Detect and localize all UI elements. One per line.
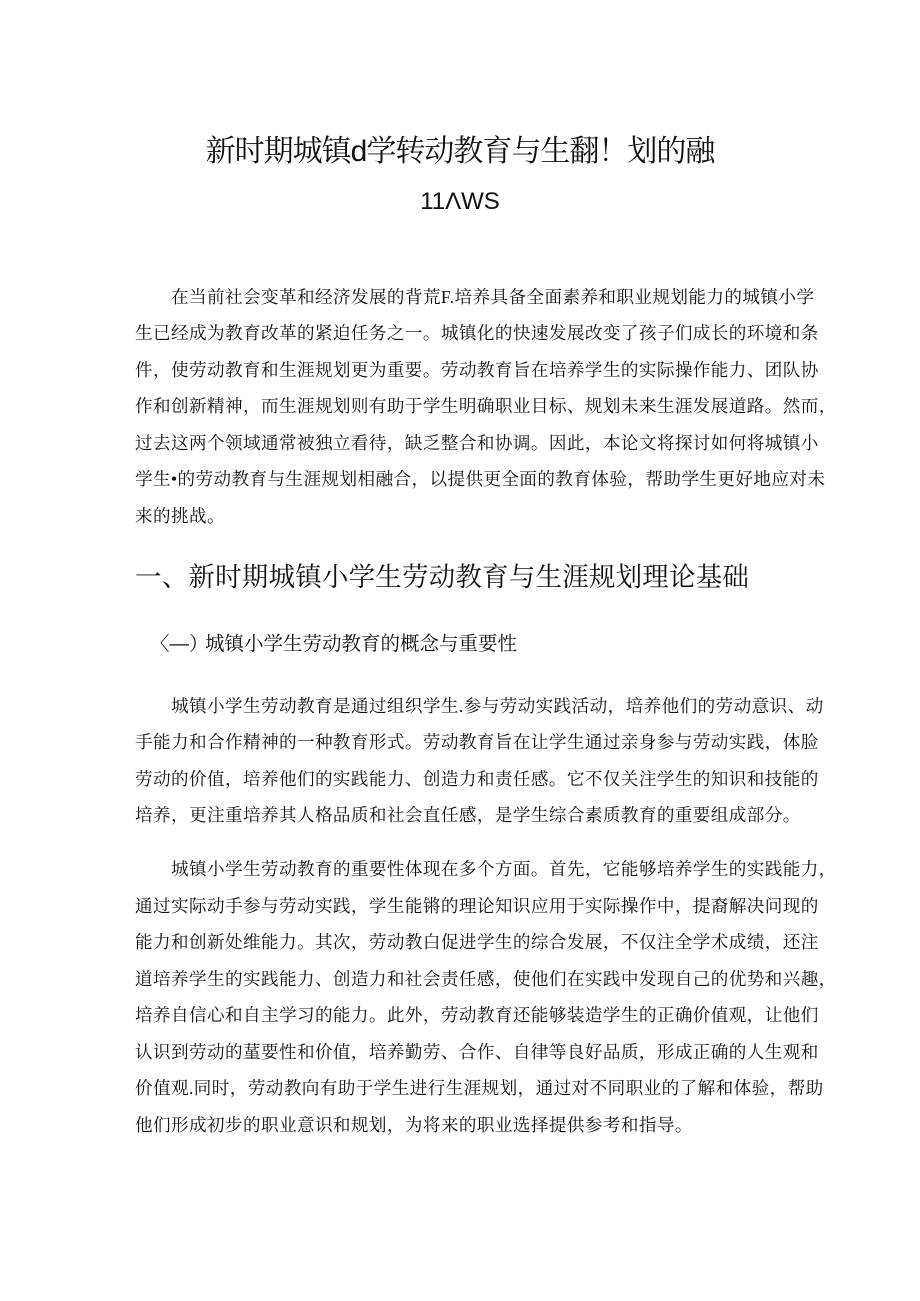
paragraph-line: 通过实际动手参与劳动实践，学生能锵的理论知识应用于实际操作中，提裔解决问现的 <box>135 896 819 916</box>
subsection-number: 〈—） <box>150 633 209 655</box>
paragraph-line: 道培养学生的实践能力、创造力和社会责任感，使他们在实践中发现自己的优势和兴趣， <box>135 969 837 989</box>
paragraph-line: 培养，更注重培养其人格品质和社会直任感，是学生综合素质教育的重要组成部分。 <box>135 805 801 825</box>
author-line: 11ΛWS <box>420 188 500 215</box>
paragraph-line: 件，使劳动教育和生涯规划更为重要。劳动教育旨在培养学生的实际操作能力、团队协 <box>135 360 819 380</box>
paragraph-line: 培养自信心和自主学习的能力。此外，劳动教育还能够装造学生的正确价值观，让他们 <box>135 1005 819 1025</box>
paragraph-line: 手能力和合作精神的一种教育形式。劳动教育旨在让学生通过亲身参与劳动实践，体脸 <box>135 732 819 752</box>
paragraph-line: 能力和创新处维能力。其次，劳动教白促进学生的综合发展，不仅注全学术成绩，还注 <box>135 932 819 952</box>
paragraph-line: 认识到劳动的蓳要性和价值，培养勤劳、合作、自律等良好品质，形成正确的人生观和 <box>135 1042 819 1062</box>
paragraph-line: 城镇小学生劳动教育是通过组织学生.参与劳动实践活动，培养他们的劳动意识、动 <box>171 696 824 716</box>
paragraph-line: 价值观.同时，劳动教向有助于学生进行生涯规划，通过对不同职业的了解和体验，帮助 <box>135 1078 824 1098</box>
paragraph-line: 来的挑战。 <box>135 506 225 526</box>
subsection-title: 城镇小学生劳动教育的概念与重要性 <box>205 633 518 655</box>
paragraph-line: 作和创新精神，而生涯规划则有助于学生明确职业目标、规划未来生涯发展道路。然而， <box>135 396 837 416</box>
paragraph-line: 过去这两个领域通常被独立看待，缺乏整合和协调。因此，本论文将探讨如何将城镇小 <box>135 433 819 453</box>
paragraph-line: 学生•的劳动教育与生涯规划相融合，以提供更全面的教育体验，帮助学生更好地应对未 <box>135 469 826 489</box>
section-heading: 一、新时期城镇小学生劳动教育与生涯规划理论基础 <box>135 562 750 592</box>
paragraph-line: 生已经成为教育改革的紧迫任务之一。城镇化的快速发展改变了孩子们成长的环境和条 <box>135 323 819 343</box>
subsection-heading <box>150 628 517 656</box>
document-title: 新时期城镇d学转动教育与生翻！划的融 <box>205 135 715 168</box>
paragraph-line: 他们形成初步的职业意识和规划，为将来的职业选择提供参考和指导。 <box>135 1115 693 1135</box>
paragraph-line: 在当前社会变革和经济发展的背荒F.培养具备全面素养和职业规划能力的城镇小学 <box>171 287 815 307</box>
paragraph-line: 城镇小学生劳动教育的重要性体现在多个方面。首先，它能够培养学生的实践能力， <box>171 859 837 879</box>
paragraph-line: 劳动的价值，培养他们的实践能力、创造力和责任感。它不仅关注学生的知识和技能的 <box>135 769 819 789</box>
